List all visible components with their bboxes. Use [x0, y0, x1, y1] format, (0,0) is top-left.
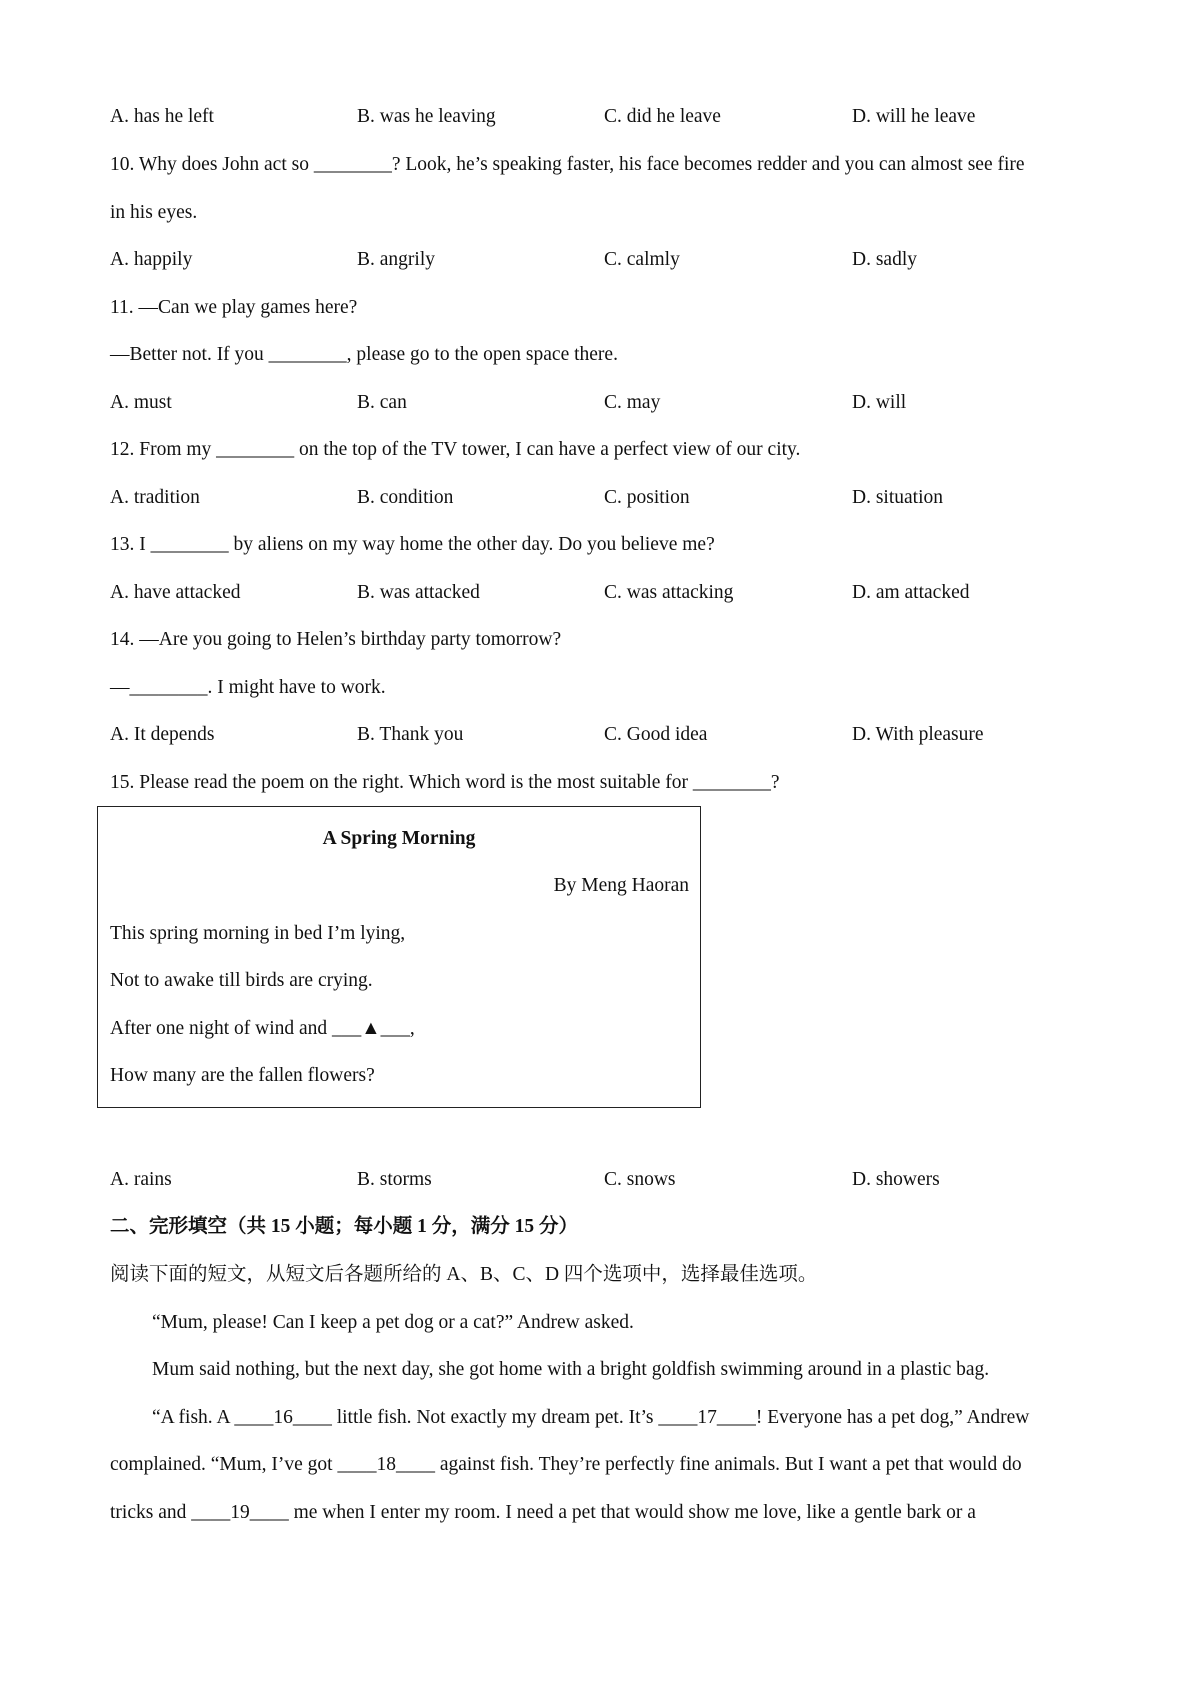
- q11-option-a: A. must: [110, 392, 172, 413]
- q15-option-a: A. rains: [110, 1169, 172, 1190]
- q14-option-a: A. It depends: [110, 724, 215, 745]
- poem-line-3-end: ,: [409, 1018, 415, 1039]
- blank-17: ____17____: [658, 1407, 756, 1428]
- q11-option-d: D. will: [852, 392, 907, 413]
- poem-line-1: This spring morning in bed I’m lying,: [110, 923, 406, 944]
- poem-author: By Meng Haoran: [553, 875, 689, 896]
- q10-options: [110, 248, 1110, 272]
- poem-blank-triangle: ___▲___: [332, 1018, 410, 1039]
- p5-text-2: me when I enter my room. I need a pet that would show me love, like a gentle bark or a: [288, 1502, 976, 1523]
- q12-stem: 12. From my ________ on the top of the TV tower, I can have a perfect view of our city.: [110, 439, 801, 460]
- q10-stem-line1: 10. Why does John act so ________? Look, he’s speaking faster, his face becomes redder and you can almost see fire: [110, 154, 1025, 175]
- q11-option-b: B. can: [357, 392, 407, 413]
- q12-options: [110, 486, 1110, 510]
- passage-line-5: [110, 1501, 976, 1525]
- q10-option-d: D. sadly: [852, 249, 917, 270]
- q9-option-b: B. was he leaving: [357, 106, 496, 127]
- q15-stem: 15. Please read the poem on the right. Which word is the most suitable for ________?: [110, 772, 780, 793]
- section-2-instruction: 阅读下面的短文，从短文后各题所给的 A、B、C、D 四个选项中，选择最佳选项。: [110, 1264, 818, 1285]
- section-2-heading: 二、完形填空（共 15 小题；每小题 1 分，满分 15 分）: [110, 1216, 579, 1237]
- q12-option-d: D. situation: [852, 487, 943, 508]
- passage-paragraph-3: [152, 1406, 1029, 1430]
- poem-line-2: Not to awake till birds are crying.: [110, 970, 373, 991]
- q13-option-c: C. was attacking: [604, 582, 734, 603]
- q13-stem: 13. I ________ by aliens on my way home the other day. Do you believe me?: [110, 534, 715, 555]
- poem-title: A Spring Morning: [322, 828, 476, 849]
- p4-text-1: complained. “Mum, I’ve got: [110, 1454, 338, 1475]
- p3-text-2: little fish. Not exactly my dream pet. It’s: [331, 1407, 659, 1428]
- q10-stem-line2: in his eyes.: [110, 202, 198, 223]
- q15-option-c: C. snows: [604, 1169, 676, 1190]
- q9-option-d: D. will he leave: [852, 106, 976, 127]
- poem-line-4: How many are the fallen flowers?: [110, 1065, 375, 1086]
- q15-option-b: B. storms: [357, 1169, 432, 1190]
- q10-option-b: B. angrily: [357, 249, 435, 270]
- q12-option-a: A. tradition: [110, 487, 200, 508]
- q13-option-a: A. have attacked: [110, 582, 241, 603]
- q11-reply: —Better not. If you ________, please go to the open space there.: [110, 344, 618, 365]
- q14-reply: —________. I might have to work.: [110, 677, 386, 698]
- p5-text-1: tricks and: [110, 1502, 192, 1523]
- blank-18: ____18____: [337, 1454, 435, 1475]
- q13-options: [110, 581, 1110, 605]
- q13-option-d: D. am attacked: [852, 582, 970, 603]
- q11-options: [110, 391, 1110, 415]
- q14-option-d: D. With pleasure: [852, 724, 984, 745]
- q10-option-a: A. happily: [110, 249, 193, 270]
- q14-stem: 14. —Are you going to Helen’s birthday party tomorrow?: [110, 629, 562, 650]
- q11-stem: 11. —Can we play games here?: [110, 297, 358, 318]
- blank-16: ____16____: [234, 1407, 332, 1428]
- passage-line-4: [110, 1453, 1022, 1477]
- q12-option-b: B. condition: [357, 487, 454, 508]
- passage-paragraph-1: “Mum, please! Can I keep a pet dog or a cat?” Andrew asked.: [152, 1312, 634, 1333]
- poem-box: [97, 806, 701, 1108]
- poem-line-3-text: After one night of wind and: [110, 1018, 333, 1039]
- q9-option-c: C. did he leave: [604, 106, 721, 127]
- p4-text-2: against fish. They’re perfectly fine animals. But I want a pet that would do: [434, 1454, 1022, 1475]
- passage-paragraph-2: Mum said nothing, but the next day, she got home with a bright goldfish swimming around in a plastic bag.: [152, 1359, 990, 1380]
- q12-option-c: C. position: [604, 487, 690, 508]
- q14-option-c: C. Good idea: [604, 724, 708, 745]
- q14-options: [110, 723, 1110, 747]
- q9-options: [110, 105, 1110, 129]
- q9-option-a: A. has he left: [110, 106, 214, 127]
- q13-option-b: B. was attacked: [357, 582, 480, 603]
- q15-options: [110, 1168, 1110, 1192]
- q15-option-d: D. showers: [852, 1169, 940, 1190]
- q11-option-c: C. may: [604, 392, 661, 413]
- q10-option-c: C. calmly: [604, 249, 680, 270]
- p3-text-3: ! Everyone has a pet dog,” Andrew: [755, 1407, 1030, 1428]
- p3-text-1: “A fish. A: [152, 1407, 235, 1428]
- blank-19: ____19____: [191, 1502, 289, 1523]
- poem-line-3: [110, 1017, 415, 1041]
- q14-option-b: B. Thank you: [357, 724, 464, 745]
